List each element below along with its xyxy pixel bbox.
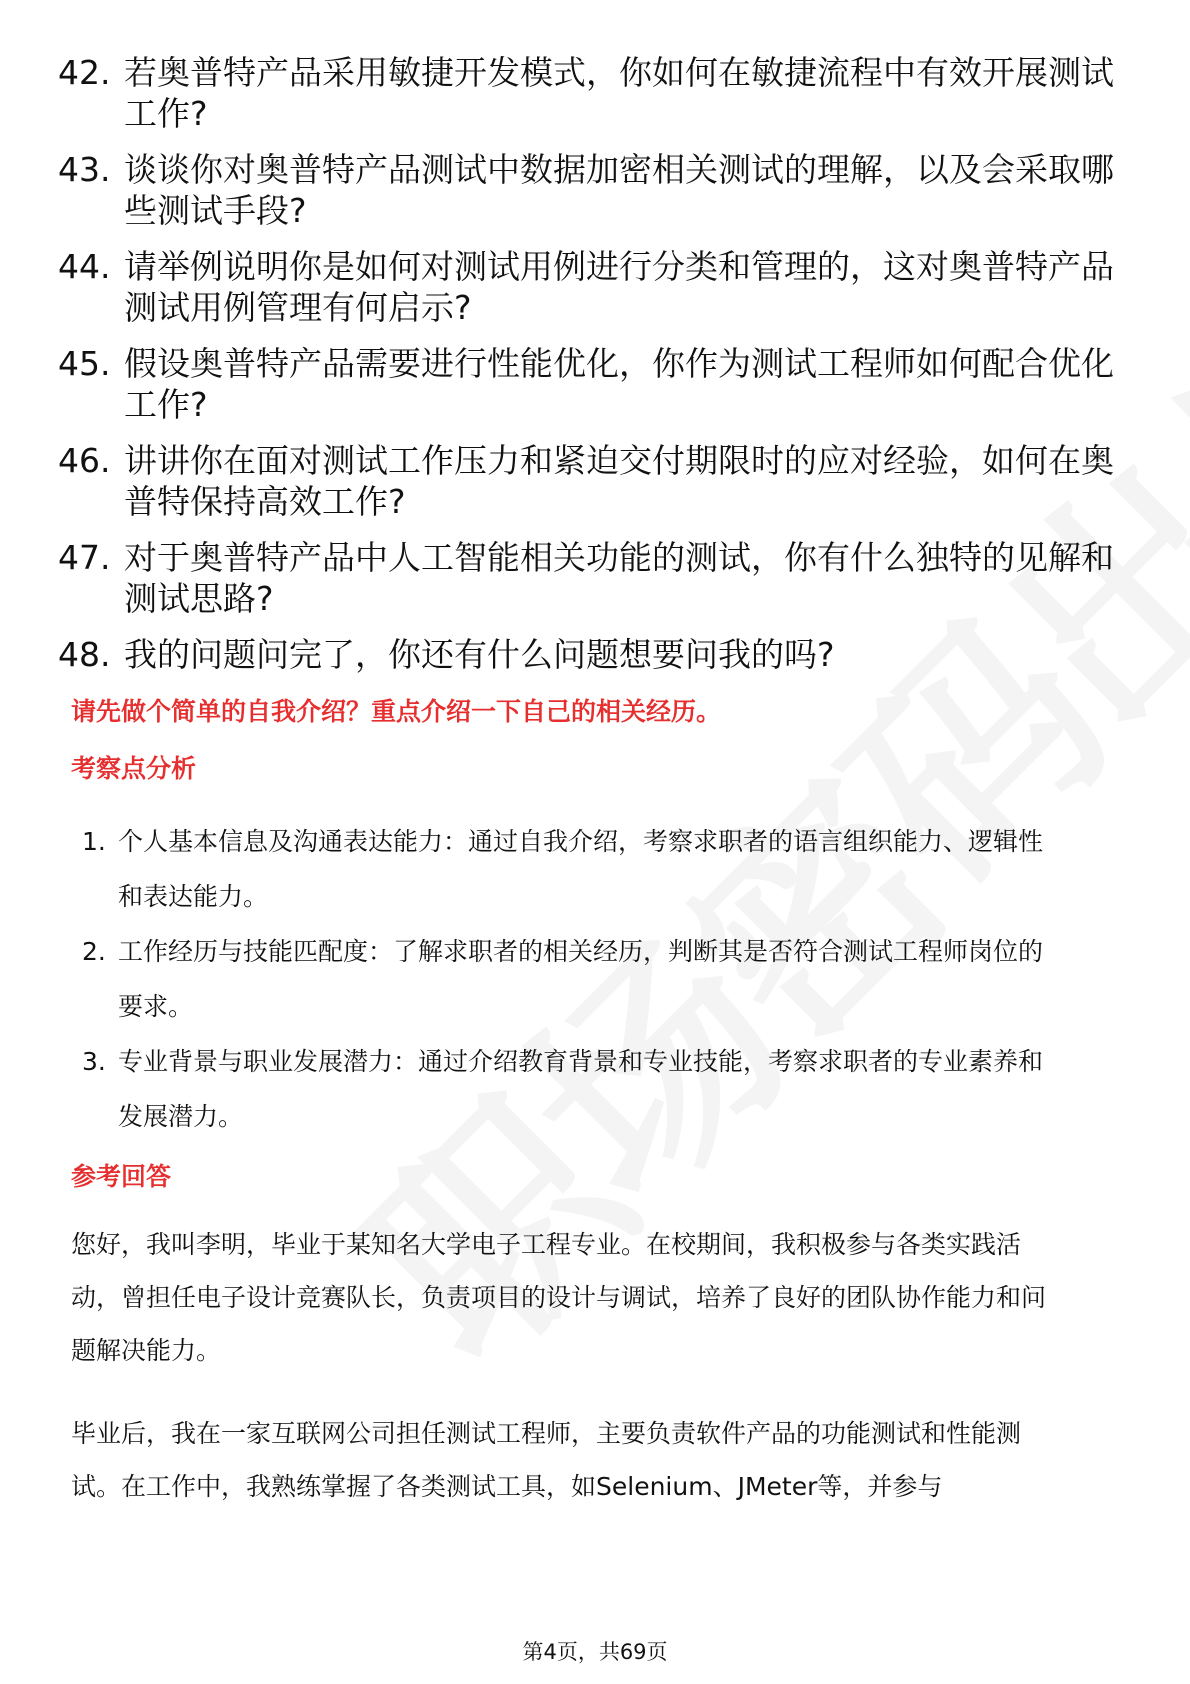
analysis-text: 个人基本信息及沟通表达能力：通过自我介绍，考察求职者的语言组织能力、逻辑性和表达能力。 — [118, 827, 1044, 911]
question-heading: 请先做个简单的自我介绍？重点介绍一下自己的相关经历。 — [71, 697, 722, 726]
question-text: 谈谈你对奥普特产品测试中数据加密相关测试的理解，以及会采取哪些测试手段? — [124, 150, 1114, 230]
question-number: 45. — [58, 344, 111, 383]
question-item — [58, 343, 1138, 425]
question-item — [58, 634, 1138, 675]
reference-heading: 参考回答 — [71, 1162, 172, 1191]
question-item — [58, 246, 1138, 328]
question-text: 若奥普特产品采用敏捷开发模式，你如何在敏捷流程中有效开展测试工作? — [124, 53, 1114, 133]
question-list — [58, 52, 1138, 690]
question-number: 44. — [58, 247, 111, 286]
question-text: 我的问题问完了，你还有什么问题想要问我的吗? — [124, 635, 835, 674]
analysis-list — [82, 814, 1062, 1144]
answer-paragraph: 毕业后，我在一家互联网公司担任测试工程师，主要负责软件产品的功能测试和性能测试。在工作中，我熟练掌握了各类测试工具，如Selenium、JMeter等，并参与 — [71, 1419, 1022, 1501]
question-number: 43. — [58, 150, 111, 189]
question-number: 42. — [58, 53, 111, 92]
question-item — [58, 52, 1138, 134]
question-text: 讲讲你在面对测试工作压力和紧迫交付期限时的应对经验，如何在奥普特保持高效工作? — [124, 441, 1114, 521]
question-item — [58, 537, 1138, 619]
answer-paragraph: 您好，我叫李明，毕业于某知名大学电子工程专业。在校期间，我积极参与各类实践活动，曾担任电子设计竞赛队长，负责项目的设计与调试，培养了良好的团队协作能力和问题解决能力。 — [71, 1230, 1047, 1365]
analysis-number: 3. — [82, 1047, 106, 1076]
question-number: 47. — [58, 538, 111, 577]
analysis-text: 工作经历与技能匹配度：了解求职者的相关经历，判断其是否符合测试工程师岗位的要求。 — [118, 937, 1044, 1021]
analysis-text: 专业背景与职业发展潜力：通过介绍教育背景和专业技能，考察求职者的专业素养和发展潜力。 — [118, 1047, 1044, 1131]
page-footer: 第4页，共69页 — [522, 1640, 668, 1664]
analysis-number: 2. — [82, 937, 106, 966]
question-text: 对于奥普特产品中人工智能相关功能的测试，你有什么独特的见解和测试思路? — [124, 538, 1114, 618]
analysis-heading: 考察点分析 — [71, 754, 197, 783]
question-number: 48. — [58, 635, 111, 674]
question-item — [58, 149, 1138, 231]
question-text: 假设奥普特产品需要进行性能优化，你作为测试工程师如何配合优化工作? — [124, 344, 1114, 424]
analysis-item — [82, 814, 1062, 924]
question-number: 46. — [58, 441, 111, 480]
question-text: 请举例说明你是如何对测试用例进行分类和管理的，这对奥普特产品测试用例管理有何启示? — [124, 247, 1114, 327]
question-item — [58, 440, 1138, 522]
analysis-item — [82, 924, 1062, 1034]
analysis-number: 1. — [82, 827, 106, 856]
analysis-item — [82, 1034, 1062, 1144]
